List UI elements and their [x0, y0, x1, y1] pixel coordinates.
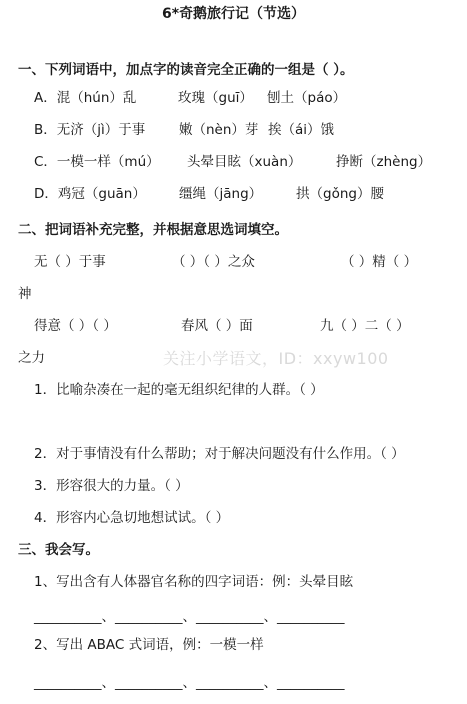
option-b-word-2: 嫩（nèn）芽	[179, 122, 259, 138]
watermark: 关注小学语文，ID：xxyw100	[163, 349, 389, 368]
option-d-word-1: D．鸡冠（guān）	[34, 186, 146, 202]
section-3-heading: 三、我会写。	[18, 542, 99, 558]
fill-idiom-2: （ ）（ ）之众	[172, 254, 255, 270]
option-a-word-3: 刨土（páo）	[267, 90, 347, 106]
section-1-heading: 一、下列词语中，加点字的读音完全正确的一组是（ ）。	[18, 62, 354, 78]
meaning-question-3: 3．形容很大的力量。（ ）	[34, 478, 189, 494]
meaning-question-1: 1．比喻杂凑在一起的毫无组织纪律的人群。（ ）	[34, 382, 324, 398]
write-prompt-2: 2、写出 ABAC 式词语，例：一模一样	[34, 637, 264, 653]
fill-idiom-1: 无（ ）于事	[34, 254, 106, 270]
write-prompt-1: 1、写出含有人体器官名称的四字词语：例：头晕目眩	[34, 574, 354, 590]
answer-blanks-2: __________、__________、__________、__________	[34, 675, 345, 691]
option-d-word-2: 缰绳（jāng）	[179, 186, 263, 202]
meaning-question-2: 2．对于事情没有什么帮助；对于解决问题没有什么作用。（ ）	[34, 446, 405, 462]
option-d-word-3: 拱（gǒng）腰	[296, 186, 384, 202]
meaning-question-4: 4．形容内心急切地想试试。（ ）	[34, 510, 230, 526]
fill-idiom-6-wrap: 之力	[18, 350, 45, 366]
fill-idiom-3-wrap: 神	[18, 286, 32, 302]
answer-blanks-1: __________、__________、__________、__________	[34, 609, 345, 625]
option-c-word-3: 挣断（zhèng）	[336, 154, 432, 170]
fill-idiom-6: 九（ ）二（ ）	[320, 318, 410, 334]
page-title: 6*奇鹅旅行记（节选）	[162, 6, 306, 22]
section-2-heading: 二、把词语补充完整，并根据意思选词填空。	[18, 222, 288, 238]
option-a-word-1: A．混（hún）乱	[34, 90, 137, 106]
option-b-word-1: B．无济（jì）于事	[34, 122, 146, 138]
option-c-word-1: C．一模一样（mú）	[34, 154, 160, 170]
option-a-word-2: 玫瑰（guī）	[178, 90, 253, 106]
fill-idiom-5: 春风（ ）面	[181, 318, 253, 334]
option-b-word-3: 挨（ái）饿	[268, 122, 335, 138]
option-c-word-2: 头晕目眩（xuàn）	[187, 154, 302, 170]
fill-idiom-3: （ ）精（ ）	[341, 254, 418, 270]
fill-idiom-4: 得意（ ）（ ）	[34, 318, 117, 334]
